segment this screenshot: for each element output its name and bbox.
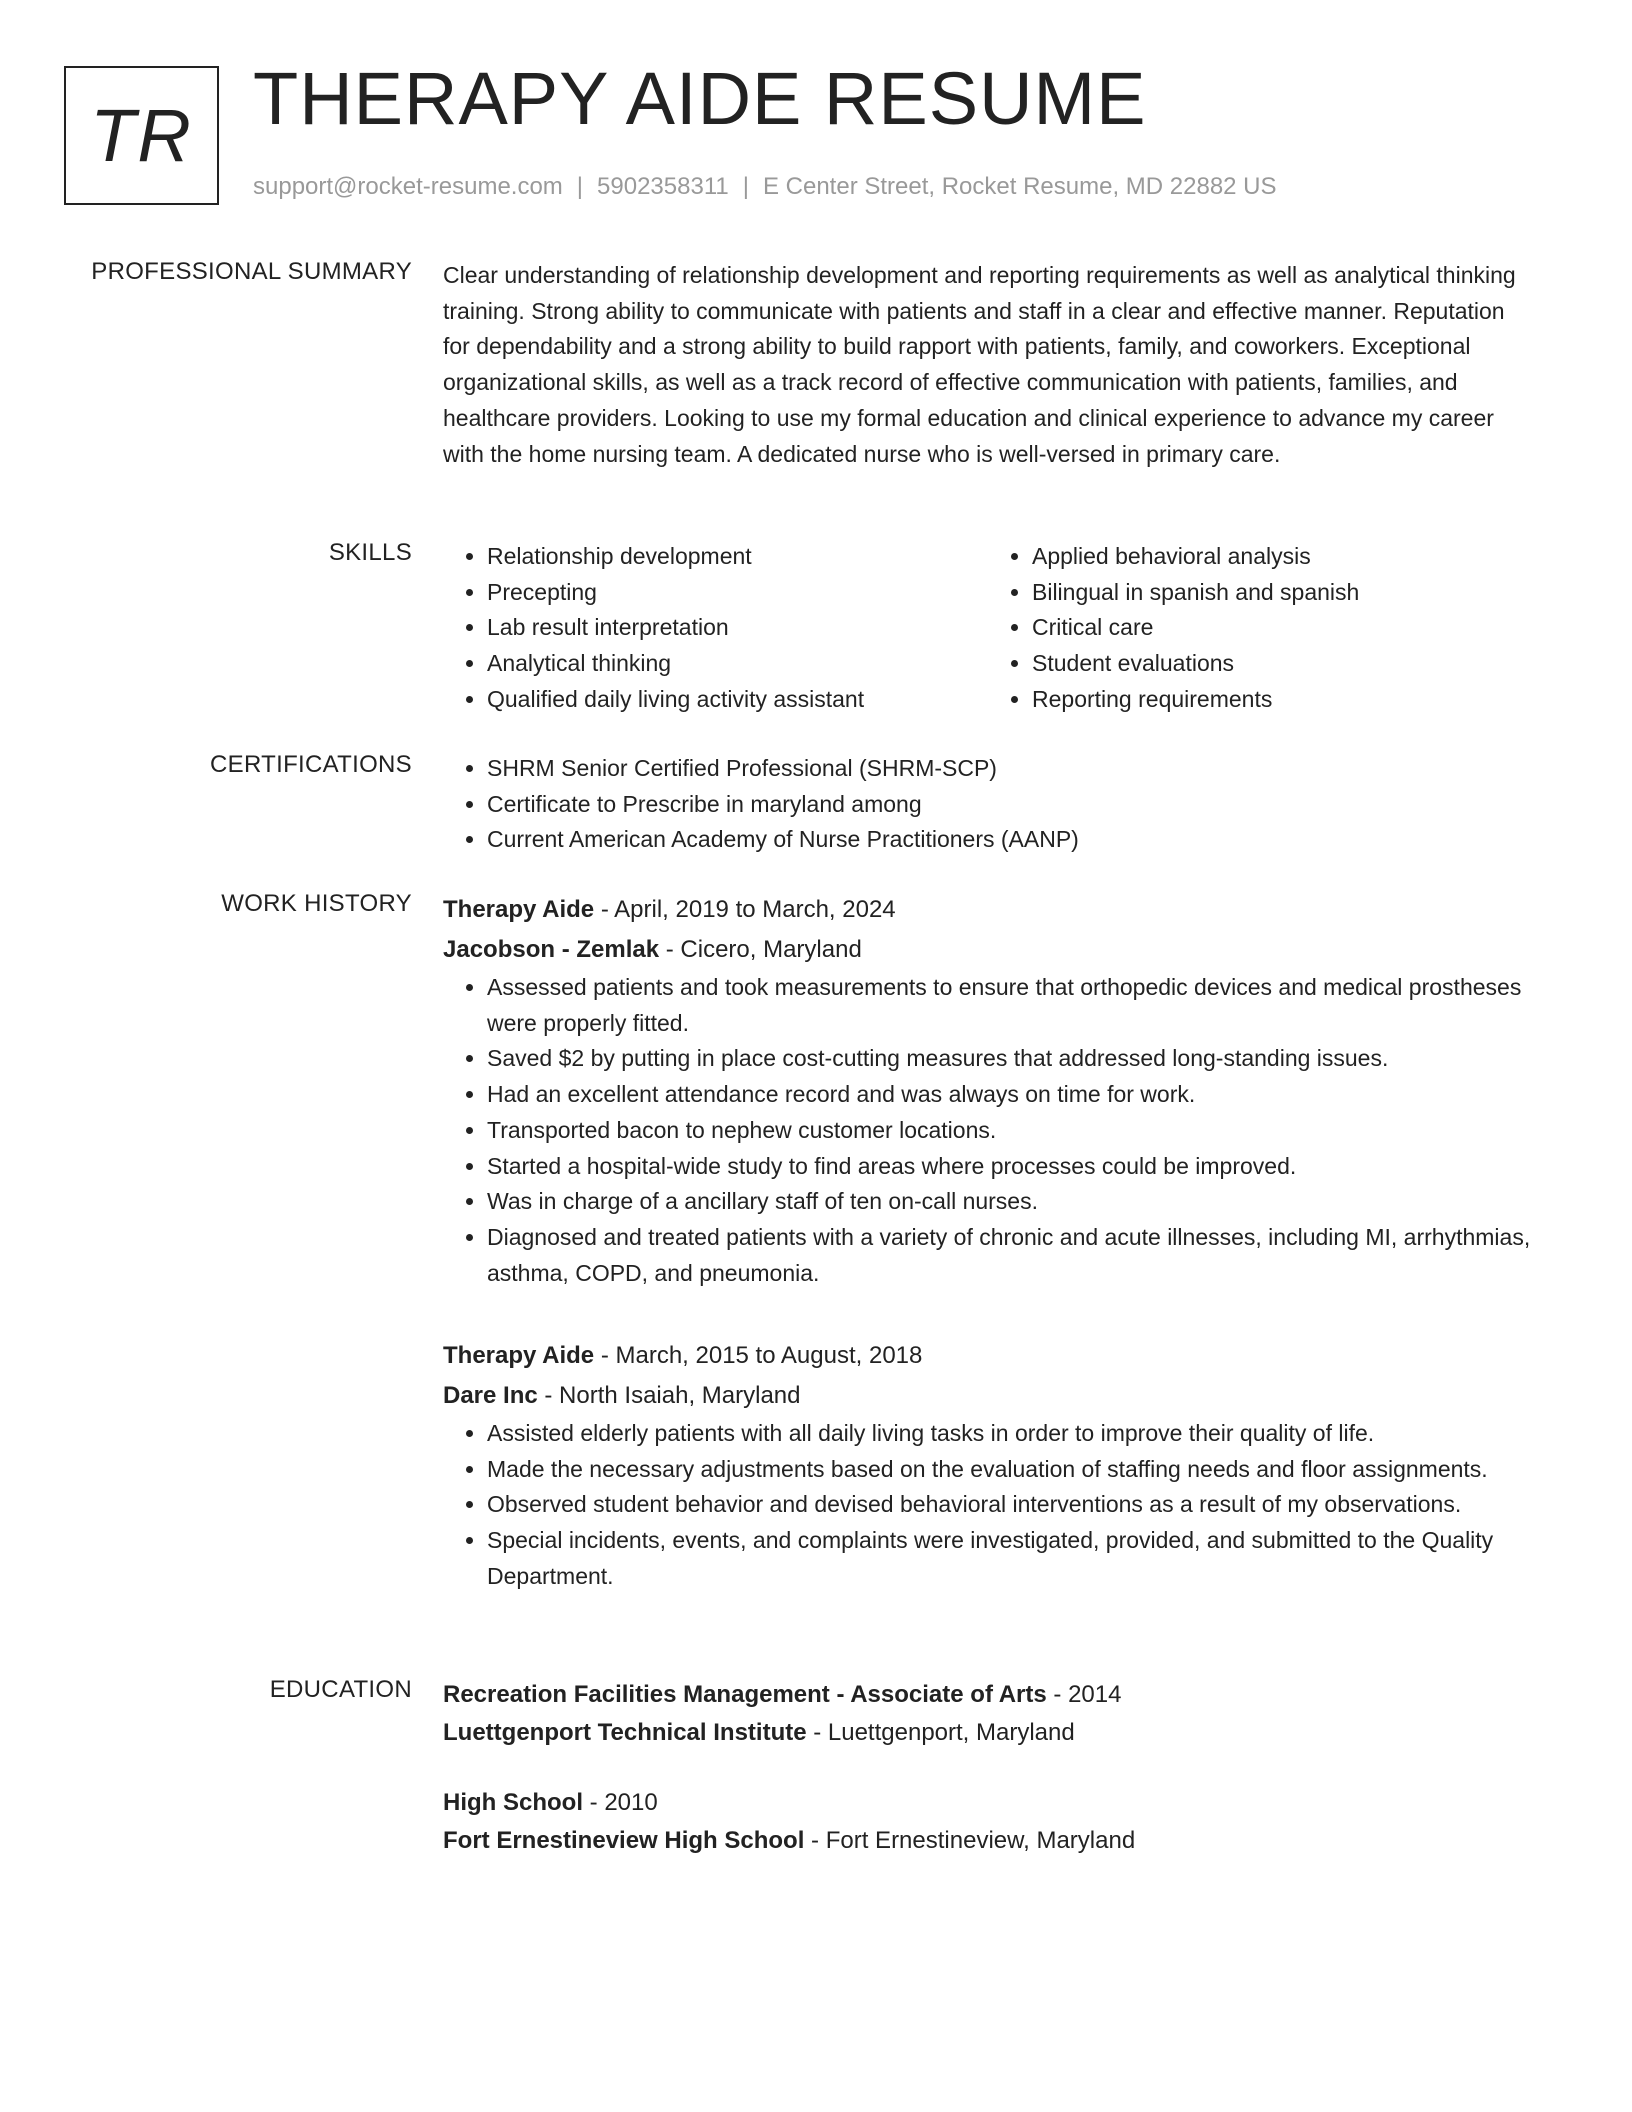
section-label-education: EDUCATION [269,1676,412,1703]
job-bullet: • Transported bacon to nephew customer locations. [487,1113,1533,1149]
job-title-line [443,1336,1533,1376]
job-bullets [443,1416,1533,1595]
skill-item: • Reporting requirements [1032,682,1533,718]
skill-item: • Lab result interpretation [487,610,988,646]
section-label-work-history: WORK HISTORY [221,890,412,917]
skill-item: • Relationship development [487,539,988,575]
job-bullet: • Diagnosed and treated patients with a variety of chronic and acute illnesses, including MI, arrhythmias, asthma, COPD, and pneumonia. [487,1220,1533,1291]
education-degree-line [443,1676,1533,1714]
monogram-initials: TR [90,94,193,177]
certification-item: • SHRM Senior Certified Professional (SHRM-SCP) [487,751,1533,787]
skill-item: • Student evaluations [1032,646,1533,682]
education-school-line [443,1714,1533,1752]
education-year: - 2014 [1046,1681,1122,1708]
education-degree: Recreation Facilities Management - Associate of Arts [443,1681,1047,1708]
job-bullet: • Was in charge of a ancillary staff of ten on-call nurses. [487,1184,1533,1220]
education-location: - Fort Ernestineview, Maryland [804,1827,1136,1854]
section-label-skills: SKILLS [328,539,412,566]
skill-item: • Qualified daily living activity assistant [487,682,988,718]
education-entry [443,1784,1533,1860]
job-location: - Cicero, Maryland [659,936,862,963]
job-company: Dare Inc [443,1382,538,1409]
resume-title: THERAPY AIDE RESUME [253,57,1147,140]
contact-line [253,173,1277,201]
skill-item: • Bilingual in spanish and spanish [1032,575,1533,611]
skill-item: • Analytical thinking [487,646,988,682]
contact-separator: | [742,173,749,200]
job-company-line [443,930,1533,970]
certifications-list [443,751,1533,858]
job-bullet: • Assisted elderly patients with all daily living tasks in order to improve their quality of life. [487,1416,1533,1452]
monogram-box [64,66,219,205]
contact-email: support@rocket-resume.com [253,173,563,200]
contact-separator: | [576,173,584,200]
job-bullet: • Observed student behavior and devised behavioral interventions as a result of my observations. [487,1487,1533,1523]
skill-item: • Precepting [487,575,988,611]
job-bullets [443,970,1533,1291]
job-bullet: • Had an excellent attendance record and was always on time for work. [487,1077,1533,1113]
education-body [443,1676,1533,1860]
education-degree-line [443,1784,1533,1822]
contact-phone: 5902358311 [597,173,729,200]
skills-list-left [443,539,988,718]
job-bullet: • Assessed patients and took measurements to ensure that orthopedic devices and medical prostheses were properly fitted. [487,970,1533,1041]
job-title-line [443,890,1533,930]
job-dates: - March, 2015 to August, 2018 [594,1342,923,1369]
job-bullet: • Started a hospital-wide study to find areas where processes could be improved. [487,1149,1533,1185]
skill-item: • Critical care [1032,610,1533,646]
work-history-body [443,890,1533,1589]
education-entry [443,1676,1533,1752]
education-year: - 2010 [583,1789,658,1816]
job-entry [443,1336,1533,1595]
summary-body [443,258,1533,472]
education-school-line [443,1822,1533,1860]
skills-body [443,539,1533,718]
job-bullet: • Special incidents, events, and complaints were investigated, provided, and submitted to the Quality Department. [487,1523,1533,1594]
summary-text: Clear understanding of relationship development and reporting requirements as well as analytical thinking training. Strong ability to communicate with patients and staff in a clear and effective manner. Reputation for dependability and a strong ability to build rapport with patients, family, and coworkers. Exceptional organizational skills, as well as a track record of effective communication with patients, families, and healthcare providers. Looking to use my formal education and clinical experience to advance my career with the home nursing team. A dedicated nurse who is well-versed in primary care. [443,262,1516,467]
job-location: - North Isaiah, Maryland [537,1382,801,1409]
contact-address: E Center Street, Rocket Resume, MD 22882 US [762,173,1277,200]
education-location: - Luettgenport, Maryland [806,1719,1075,1746]
job-dates: - April, 2019 to March, 2024 [594,896,896,923]
certification-item: • Current American Academy of Nurse Practitioners (AANP) [487,822,1533,858]
job-company-line [443,1376,1533,1416]
section-label-summary: PROFESSIONAL SUMMARY [91,258,412,285]
skills-list-right [988,539,1533,718]
section-label-certifications: CERTIFICATIONS [210,751,412,778]
job-bullet: • Made the necessary adjustments based on the evaluation of staffing needs and floor assignments. [487,1452,1533,1488]
job-company: Jacobson - Zemlak [443,936,660,963]
certification-item: • Certificate to Prescribe in maryland among [487,787,1533,823]
education-school: Fort Ernestineview High School [443,1827,805,1854]
certifications-body [443,751,1533,858]
job-entry [443,890,1533,1291]
job-bullet: • Saved $2 by putting in place cost-cutting measures that addressed long-standing issues. [487,1041,1533,1077]
skill-item: • Applied behavioral analysis [1032,539,1533,575]
education-degree: High School [443,1789,583,1816]
job-title: Therapy Aide [443,1342,595,1369]
job-title: Therapy Aide [443,896,595,923]
education-school: Luettgenport Technical Institute [443,1719,807,1746]
